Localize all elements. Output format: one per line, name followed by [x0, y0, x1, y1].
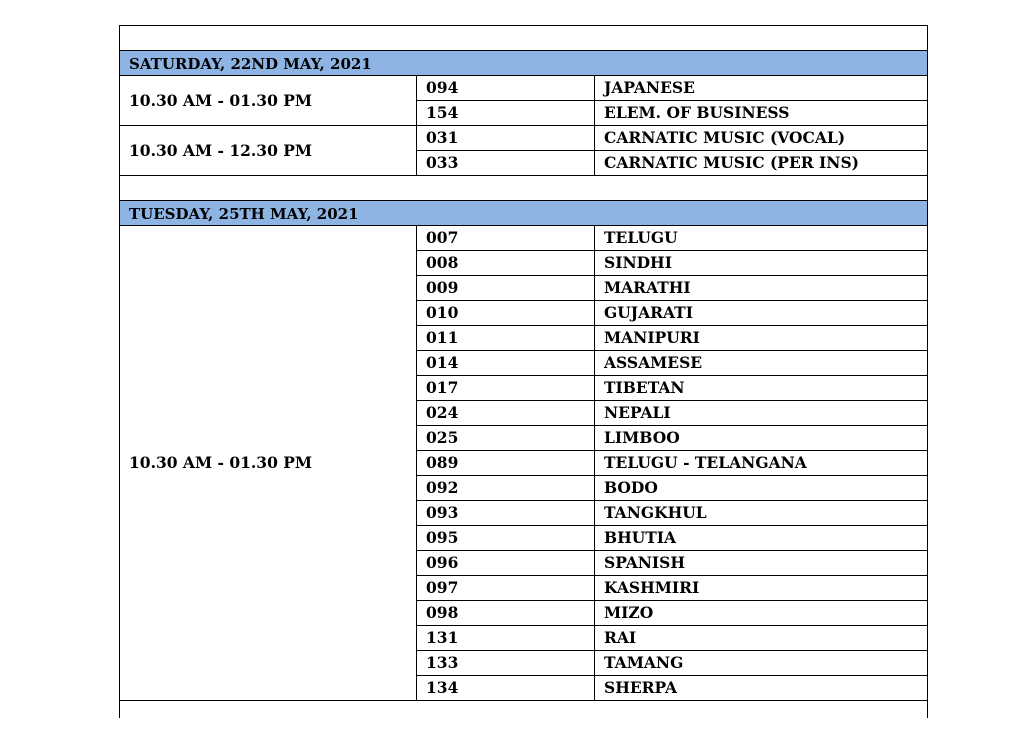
date-header-row: [120, 51, 928, 76]
subject-name: JAPANESE: [595, 76, 928, 101]
trailing-row: [120, 701, 928, 718]
subject-code: 014: [417, 351, 595, 376]
spacer-cell: [120, 26, 928, 51]
subject-code: 096: [417, 551, 595, 576]
trailing-cell: [120, 701, 928, 718]
subject-code: 133: [417, 651, 595, 676]
subject-code: 009: [417, 276, 595, 301]
subject-name: BHUTIA: [595, 526, 928, 551]
subject-name: MANIPURI: [595, 326, 928, 351]
exam-date: SATURDAY, 22ND MAY, 2021: [120, 51, 928, 76]
exam-time: 10.30 AM - 12.30 PM: [120, 126, 417, 176]
schedule-body: [120, 26, 928, 718]
subject-code: 089: [417, 451, 595, 476]
subject-name: MIZO: [595, 601, 928, 626]
subject-code: 033: [417, 151, 595, 176]
subject-code: 093: [417, 501, 595, 526]
exam-time: 10.30 AM - 01.30 PM: [120, 226, 417, 701]
subject-name: LIMBOO: [595, 426, 928, 451]
subject-name: ELEM. OF BUSINESS: [595, 101, 928, 126]
subject-name: SPANISH: [595, 551, 928, 576]
subject-code: 094: [417, 76, 595, 101]
subject-name: TELUGU - TELANGANA: [595, 451, 928, 476]
paper-row: [120, 226, 928, 251]
subject-code: 024: [417, 401, 595, 426]
subject-code: 097: [417, 576, 595, 601]
subject-code: 010: [417, 301, 595, 326]
subject-name: CARNATIC MUSIC (PER INS): [595, 151, 928, 176]
exam-schedule-table: [119, 25, 928, 718]
subject-code: 098: [417, 601, 595, 626]
subject-code: 131: [417, 626, 595, 651]
subject-name: GUJARATI: [595, 301, 928, 326]
spacer-row: [120, 176, 928, 201]
subject-name: CARNATIC MUSIC (VOCAL): [595, 126, 928, 151]
subject-code: 154: [417, 101, 595, 126]
spacer-cell: [120, 176, 928, 201]
exam-time: 10.30 AM - 01.30 PM: [120, 76, 417, 126]
paper-row: [120, 126, 928, 151]
subject-code: 031: [417, 126, 595, 151]
paper-row: [120, 76, 928, 101]
date-header-row: [120, 201, 928, 226]
subject-name: NEPALI: [595, 401, 928, 426]
subject-name: BODO: [595, 476, 928, 501]
subject-name: TELUGU: [595, 226, 928, 251]
subject-name: ASSAMESE: [595, 351, 928, 376]
subject-code: 134: [417, 676, 595, 701]
subject-code: 095: [417, 526, 595, 551]
subject-code: 017: [417, 376, 595, 401]
subject-name: SINDHI: [595, 251, 928, 276]
exam-date: TUESDAY, 25TH MAY, 2021: [120, 201, 928, 226]
subject-name: TAMANG: [595, 651, 928, 676]
subject-code: 007: [417, 226, 595, 251]
subject-code: 092: [417, 476, 595, 501]
subject-code: 008: [417, 251, 595, 276]
subject-name: TANGKHUL: [595, 501, 928, 526]
spacer-row: [120, 26, 928, 51]
subject-name: SHERPA: [595, 676, 928, 701]
subject-name: KASHMIRI: [595, 576, 928, 601]
subject-name: MARATHI: [595, 276, 928, 301]
subject-code: 011: [417, 326, 595, 351]
subject-name: RAI: [595, 626, 928, 651]
subject-name: TIBETAN: [595, 376, 928, 401]
subject-code: 025: [417, 426, 595, 451]
